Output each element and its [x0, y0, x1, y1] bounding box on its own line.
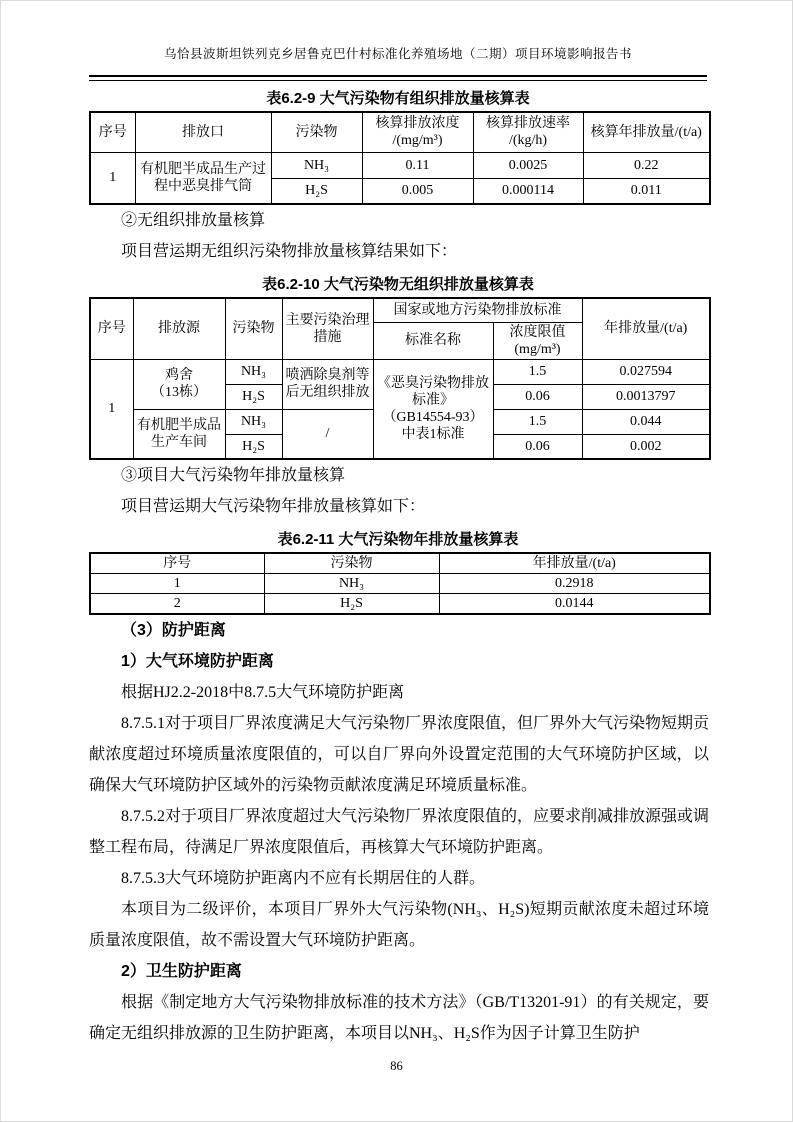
document-header-title: 乌恰县波斯坦铁列克乡居鲁克巴什村标准化养殖场地（二期）项目环境影响报告书 — [163, 47, 632, 61]
table9-header-no: 序号 — [90, 112, 135, 152]
table10-fugitive-emissions — [89, 297, 711, 460]
air-protection-conclusion: 本项目为二级评价，本项目厂界外大气污染物(NH₃、H₂S)短期贡献浓度未超过环境质量浓度限值，故不需设置大气环境防护距离。 — [89, 901, 709, 949]
table11-cell-pollutant: H₂S — [264, 594, 439, 615]
table11-header-annual: 年排放量/(t/a) — [439, 553, 710, 574]
table9-cell-conc: 0.11 — [362, 152, 473, 178]
table9-header-pollutant: 污染物 — [271, 112, 362, 152]
table10-cell-annual: 0.044 — [582, 409, 710, 434]
table10-header-annual: 年排放量/(t/a) — [582, 298, 710, 359]
table9-header-rate-line2: /(kg/h) — [508, 133, 548, 149]
table10-cell-limit: 1.5 — [493, 359, 582, 384]
table11-annual-emissions — [89, 552, 711, 615]
table11-header-pollutant: 污染物 — [264, 553, 439, 574]
table-row — [90, 594, 710, 615]
table10-header-limit-line1: 浓度限值 — [509, 324, 566, 340]
air-protection-paragraph-3: 8.7.5.2对于项目厂界浓度超过大气污染物厂界浓度限值的，应要求削减排放源强或调整工程布局，待满足厂界浓度限值后，再核算大气环境防护距离。 — [89, 808, 710, 856]
table10-title: 表6.2-10 大气污染物无组织排放量核算表 — [262, 276, 534, 293]
table10-source-henhouse-line1: 鸡舍 — [165, 368, 193, 383]
header-divider — [89, 75, 707, 81]
table9-title: 表6.2-9 大气污染物有组织排放量核算表 — [266, 90, 530, 107]
air-protection-paragraph-2: 8.7.5.1对于项目厂界浓度满足大气污染物厂界浓度限值，但厂界外大气污染物短期贡献浓度超过环境质量浓度限值的，可以自厂界向外设置定范围的大气环境防护区域，以确保大气环境防护区域外的污染物贡献浓度满足环境质量标准。 — [89, 715, 710, 794]
table-row — [90, 152, 710, 178]
table9-header-annual: 核算年排放量/(t/a) — [583, 112, 710, 152]
table10-standard-line1: 《恶臭污染物排放标准》 — [377, 375, 489, 408]
table11-cell-no: 1 — [90, 574, 264, 594]
section2-heading: ②无组织排放量核算 — [121, 212, 266, 229]
table10-cell-measure-none: / — [282, 409, 373, 459]
table10-cell-annual: 0.027594 — [582, 359, 710, 384]
table10-cell-annual: 0.002 — [582, 434, 710, 459]
air-protection-paragraph-4: 8.7.5.3大气环境防护距离内不应有长期居住的人群。 — [121, 870, 486, 887]
table9-cell-conc: 0.005 — [362, 178, 473, 204]
table10-cell-measure-spray: 喷洒除臭剂等后无组织排放 — [282, 359, 373, 409]
table11-header-row — [90, 553, 710, 574]
table9-header-concentration-line2: /(mg/m³) — [392, 133, 443, 149]
table10-standard-line3: 中表1标准 — [401, 426, 465, 442]
page-number: 86 — [390, 1059, 403, 1073]
table10-cell-source-workshop: 有机肥半成品生产车间 — [133, 409, 225, 459]
table10-header-limit — [493, 322, 582, 359]
table10-standard-line2: （GB14554-93） — [382, 409, 484, 425]
table11-title: 表6.2-11 大气污染物年排放量核算表 — [277, 531, 519, 548]
table10-cell-pollutant: NH₃ — [225, 409, 282, 434]
table10-cell-limit: 1.5 — [493, 409, 582, 434]
table9-cell-pollutant: NH₃ — [271, 152, 362, 178]
table11-cell-annual: 0.0144 — [439, 594, 710, 615]
table9-cell-rate: 0.000114 — [473, 178, 583, 204]
table9-cell-no: 1 — [90, 152, 135, 204]
table10-cell-source-henhouse — [133, 359, 225, 409]
protection-distance-heading: （3）防护距离 — [121, 622, 226, 639]
section3-intro: 项目营运期大气污染物年排放量核算如下： — [121, 498, 426, 515]
section3-heading: ③项目大气污染物年排放量核算 — [121, 467, 346, 484]
table10-cell-limit: 0.06 — [493, 384, 582, 409]
table10-header-no: 序号 — [90, 298, 133, 359]
table-row — [90, 574, 710, 594]
table9-header-outlet: 排放口 — [135, 112, 271, 152]
table10-header-standard-name: 标准名称 — [373, 322, 493, 359]
table9-header-rate — [473, 112, 583, 152]
table9-header-concentration — [362, 112, 473, 152]
table-row — [90, 359, 710, 384]
table9-cell-rate: 0.0025 — [473, 152, 583, 178]
table9-header-rate-line1: 核算排放速率 — [486, 116, 570, 132]
table9-header-concentration-line1: 核算排放浓度 — [375, 116, 460, 132]
table9-header-row — [90, 112, 710, 152]
table9-organized-emissions — [89, 111, 711, 205]
table10-header-measure: 主要污染治理措施 — [282, 298, 373, 359]
table10-cell-pollutant: H₂S — [225, 434, 282, 459]
air-protection-paragraph-1: 根据HJ2.2-2018中8.7.5大气环境防护距离 — [121, 684, 405, 701]
table10-cell-limit: 0.06 — [493, 434, 582, 459]
table9-cell-annual: 0.011 — [583, 178, 710, 204]
table10-cell-pollutant: NH₃ — [225, 359, 282, 384]
table11-header-no: 序号 — [90, 553, 264, 574]
section2-intro: 项目营运期无组织污染物排放量核算结果如下： — [121, 243, 458, 260]
table9-cell-annual: 0.22 — [583, 152, 710, 178]
table10-cell-no: 1 — [90, 359, 133, 459]
table10-cell-standard — [373, 359, 493, 459]
table10-header-source: 排放源 — [133, 298, 225, 359]
table11-cell-pollutant: NH₃ — [264, 574, 439, 594]
table11-cell-no: 2 — [90, 594, 264, 615]
table10-header-pollutant: 污染物 — [225, 298, 282, 359]
sanitary-protection-heading: 2）卫生防护距离 — [121, 963, 242, 980]
table10-source-henhouse-line2: （13栋） — [151, 385, 207, 400]
air-protection-heading: 1）大气环境防护距离 — [121, 653, 274, 670]
table10-header-row-top — [90, 298, 710, 322]
table9-cell-outlet: 有机肥半成品生产过程中恶臭排气筒 — [135, 152, 271, 204]
table10-header-limit-line2: (mg/m³) — [514, 341, 561, 357]
table10-cell-annual: 0.0013797 — [582, 384, 710, 409]
table11-cell-annual: 0.2918 — [439, 574, 710, 594]
table9-cell-pollutant: H₂S — [271, 178, 362, 204]
table10-cell-pollutant: H₂S — [225, 384, 282, 409]
table10-header-standard-group: 国家或地方污染物排放标准 — [373, 298, 582, 322]
sanitary-protection-paragraph: 根据《制定地方大气污染物排放标准的技术方法》（GB/T13201-91）的有关规定，要确定无组织排放源的卫生防护距离，本项目以NH₃、H₂S作为因子计算卫生防护 — [89, 994, 709, 1042]
